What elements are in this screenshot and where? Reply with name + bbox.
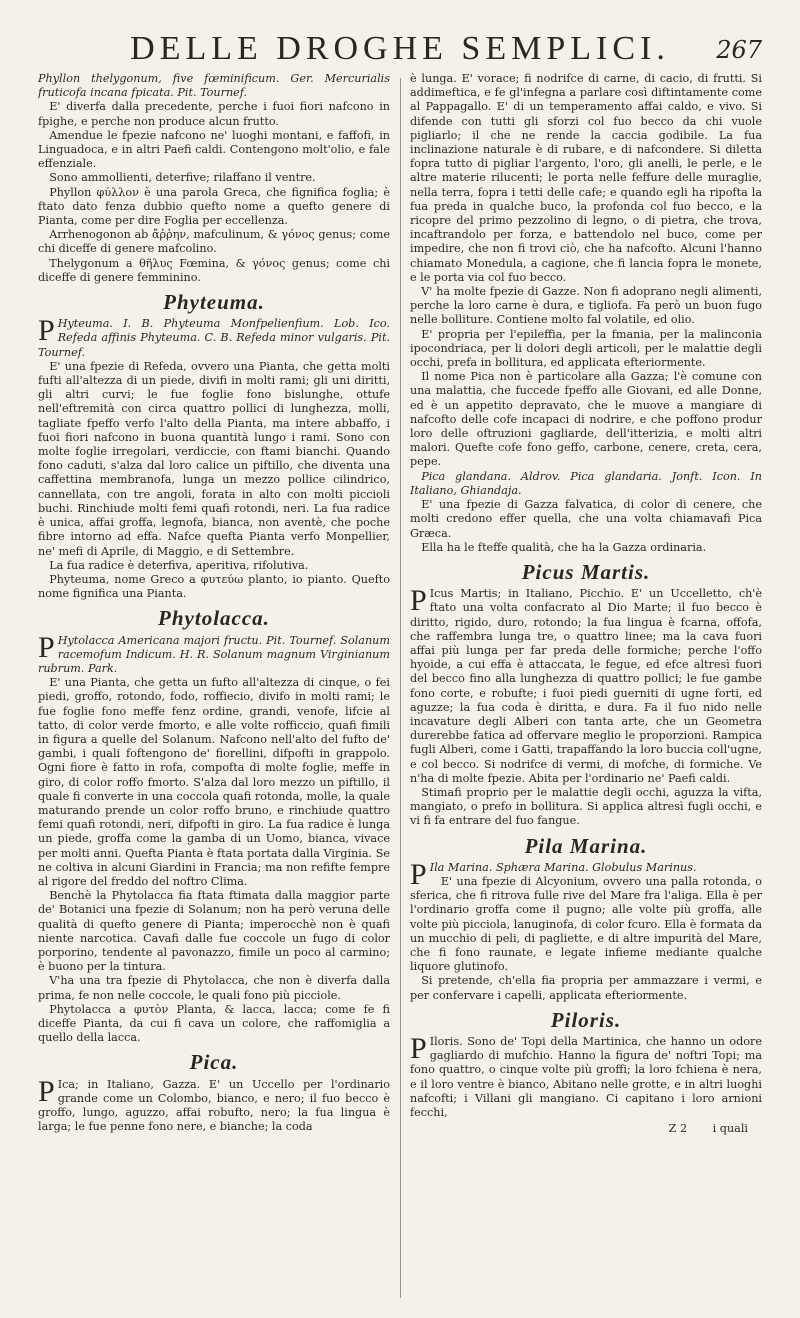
paragraph: E' una fpezie di Gazza falvatica, di color di cenere, che molti credono effer quella, che una volta chiamavafi Pica Græca.: [410, 498, 762, 540]
paragraph: Thelygonum a θῆλυς Fœmina, & γόνος genus; come chi diceffe di genere femminino.: [38, 256, 390, 284]
piloris-paragraph: P Iloris. Sono de' Topi della Martinica, che hanno un odore gagliardo di mufchio. Hanno la figura de' noftri Topi; ma fono quattro, o cinque volte più groffi; la loro fchiena è nera, e il loro ventre è bianco, Abitano nelle grotte, e in altri luoghi nafcofti; i Villani gli mangiano. Ci capitano i loro arnioni fecchi,: [410, 1032, 762, 1120]
paragraph: Phytolacca a φυτὸν Planta, & lacca, lacca; come fe fi diceffe Pianta, da cui fi cava un colore, che raffomiglia a quello della lacca.: [38, 1002, 390, 1045]
drop-cap: P: [38, 314, 55, 348]
paragraph: Amendue le fpezie nafcono ne' luoghi montani, e faffofi, in Linguadoca, e in altri Paefi caldi. Contengono molt'olio, e fale effenziale.: [38, 128, 390, 171]
entry-heading-pila-marina: Pila Marina.: [524, 833, 648, 858]
paragraph: V'ha una tra fpezie di Phytolacca, che non è diverfa dalla prima, fe non nelle coccole, le quali fono più picciole.: [38, 974, 390, 1002]
paragraph: E' una fpezie di Alcyonium, ovvero una palla rotonda, o sferica, che fi ritrova fulle rive del Mare fra l'aliga. Ella è per l'ordinario groffa come il pugno; alle volte più groffa, alle volte più picciola, lanuginofa, di color fcuro. Ella è formata da un mucchio di peli, di pagliette, e di altre impurità del Mare, che fi fono raunate, e legate infieme mediante qualche liquore glutinofo.: [410, 874, 762, 974]
paragraph: Si pretende, ch'ella fia propria per ammazzare i vermi, e per confervare i capelli, applicata efteriormente.: [410, 974, 762, 1002]
picus-paragraph: P Icus Martis; in Italiano, Picchio. E' un Uccelletto, ch'è ftato una volta confacrato al Dio Marte; il fuo becco è diritto, rigido, duro, rotondo; la fua lingua è fcarna, offofa, che raffembra lunga tre, o quattro linee; ma la cava fuori affai più lunga per far preda delle formiche; perche l'offo hyoide, a cui effa è attaccata, le fegue, ed efce altresì fuori del becco fino alla lunghezza di quattro pollici; le fue gambe fono corte, e robufte; i fuoi piedi guerniti di ugne forti, ed aguzze; la fua coda è diritta, e dura. Fa il fuo nido nelle incavature degli Alberi con tanta arte, che un Geometra durerebbe fatica ad offervare meglio le proporzioni. Rampica fugli Alberi, come i Gatti, trapaffando la loro buccia coll'ugne, e col becco. Si nodrifce di vermi, di mofche, di formiche. Ve n'ha di molte fpezie. Abita per l'ordinario ne' Paefi caldi.: [410, 584, 762, 785]
paragraph: V' ha molte fpezie di Gazze. Non fi adoprano negli alimenti, perche la loro carne è dura, e tigliofa. Fa però un buon fugo nelle bolliture. Contiene molto fal volatile, ed olio.: [410, 285, 762, 327]
phyteuma-synonyms: P Hyteuma. I. B. Phyteuma Monfpelienfium. Lob. Ico. Refeda affinis Phyteuma. C. B. Refeda minor vulgaris. Pit. Tournef.: [38, 314, 390, 359]
paragraph: E' una Pianta, che getta un fufto all'altezza di cinque, o fei piedi, groffo, rotondo, fodo, roffiecio, divifo in molti rami; le fue foglie fono meffe fenz ordine, grandi, venofe, lifcie al tatto, di color verde fmorto, e alle volte rofficcio, quafi fimili in figura a quelle del Solanum. Nafcono nell'alto del fufto de' gambi, i quali foftengono de' fiorellini, difpofti in grappolo. Ogni fiore è fatto in rofa, compofta di molte foglie, meffe in giro, di color roffo fmorto. S'alza dal loro mezzo un piftillo, il quale fi converte in una coccola quafi rotonda, molle, la quale maturando prende un color roffo bruno, e rinchiude quattro femi quafi rotondi, neri, difpofti in giro. La fua radice è lunga un piede, groffa come la gamba di un Uomo, bianca, vivace per molti anni. Quefta Pianta è ftata portata dalla Virginia. Se ne coltiva in alcuni Giardini in Francia; ma non refifte fempre al rigore del freddo del noftro Clima.: [38, 676, 390, 888]
entry-heading-picus-martis: Picus Martis.: [521, 559, 651, 584]
paragraph: Sono ammollienti, deterfive; rilaffano il ventre.: [49, 171, 316, 185]
paragraph: Arrhenogonon ab ἄῤῥην, mafculinum, & γόνος genus; come chi diceffe di genere mafcolino.: [38, 228, 390, 256]
drop-cap: P: [38, 1074, 55, 1108]
pica-paragraph: P Ica; in Italiano, Gazza. E' un Uccello per l'ordinario grande come un Colombo, bianco, e nero; il fuo becco è groffo, lungo, aguzzo, affai robufto, nero; la fua lingua è larga; le fue penne fono nere, e bianche; la coda: [38, 1074, 390, 1134]
running-title: DELLE DROGHE SEMPLICI.: [130, 30, 670, 67]
left-column: [38, 72, 390, 1308]
entry-heading-pica: Pica.: [189, 1050, 239, 1075]
paragraph: Stimafi proprio per le malattie degli occhi, aguzza la vifta, mangiato, o prefo in bollitura. Si applica altresì fugli occhi, e vi fi fa entrare del fuo fangue.: [410, 785, 762, 828]
paragraph: E' una fpezie di Refeda, ovvero una Pianta, che getta molti fufti all'altezza di un piede, divifi in molti rami; gli uni diritti, gli altri curvi; le fue foglie fono bislunghe, ottufe nell'eftremità con circa quattro pollici di lunghezza, molli, tagliate fpeffo verfo l'alto della Pianta, ma intere abbaffo, i fuoi fiori nafcono in buona quantità lungo i rami. Sono con molte foglie irregolari, verdiccie, con ftami bianchi. Quando fono caduti, s'alza dal loro calice un piftillo, che diventa una caffettina membranofa, lunga un mezzo pollice cilindrico, cannellata, con tre angoli, forata in alto con molti piccioli buchi. Rinchiude molti femi quafi rotondi, neri. La fua radice è unica, affai groffa, legnofa, bianca, non aventè, che poche fibre intorno ad effa. Nafce quefta Pianta verfo Monpellier, ne' mefi di Aprile, di Maggio, e di Settembre.: [38, 359, 390, 558]
paragraph: Phyteuma, nome Greco a φυτεύω planto, io pianto. Quefto nome fignifica una Pianta.: [38, 572, 390, 601]
paragraph: La fua radice è deterfiva, aperitiva, rifolutiva.: [49, 558, 309, 572]
page-number: 267: [716, 36, 762, 64]
entry-heading-piloris: Piloris.: [550, 1007, 622, 1032]
drop-cap: P: [410, 857, 427, 891]
phyllon-synonyms: Phyllon thelygonum, five fœminificum. Ger. Mercurialis fruticofa incana fpicata. Pit. Tournef.: [38, 72, 390, 100]
right-column: [410, 72, 762, 1308]
paragraph: Il nome Pica non è particolare alla Gazza; l'è comune con una malattia, che fuccede fpeffo alle Giovani, ed alle Donne, ed è un appetito depravato, che le muove a mangiare di nafcofto delle cofe incapaci di nodrire, e che poffono produr loro delle oftruzioni gagliarde, dell'itterizia, e molti altri malori. Quefte cofe fono geffo, carbone, cenere, creta, cera, pepe.: [410, 370, 762, 469]
drop-cap: P: [410, 1032, 427, 1065]
paragraph: Benchè la Phytolacca fia ftata ftimata dalla maggior parte de' Botanici una fpezie di Solanum; non ha però veruna delle qualità di quefto genere di Pianta; imperocchè non è quafi niente narcotica. Cavafi dalle fue coccole un fugo di color porporino, tendente al pavonazzo, fimile un poco al carmino; è buono per la tintura.: [38, 889, 390, 974]
drop-cap: P: [410, 584, 427, 618]
paragraph: Pica glandana. Aldrov. Pica glandaria. Jonft. Icon. In Italiano, Ghiandaja.: [410, 469, 762, 497]
paragraph: è lunga. E' vorace; fi nodrifce di carne, di cacio, di frutti. Si addimeftica, e fe gl'infegna a parlare così diftintamente come al Pappagallo. E' di un temperamento affai caldo, e vivo. Si difende con tutti gli sforzi col fuo becco da chi vuole pigliarlo; il che ne rende la caccia godibile. La fua inclinazione naturale è di rubare, e di nafcondere. Si diletta fopra tutto di pigliar l'argento, l'oro, gli anelli, le perle, e le altre materie rilucenti; le porta nelle feffure delle muraglie, nella terra, fopra i tetti delle cafe; e quando egli ha ripofta la fua preda in qualche buco, la profonda col fuo becco, e la ricopre del primo pezzolino di legno, o di pietra, che trova, incaftrandolo per forza, e battendolo nel buco, come per impedire, che non fi trovi ciò, che ha nafcofto. Alcuni l'hanno chiamato Monedula, a cagione, che fi lancia fopra le monete, e le porta via col fuo becco.: [410, 72, 762, 284]
paragraph: E' diverfa dalla precedente, perche i fuoi fiori nafcono in fpighe, e perche non produce alcun frutto.: [38, 100, 390, 128]
signature-mark: Z 2: [668, 1122, 688, 1136]
page-footer: [410, 1122, 762, 1136]
entry-heading-phytolacca: Phytolacca.: [158, 606, 270, 631]
paragraph: E' propria per l'epileffia, per la fmania, per la malinconia ipocondriaca, per li dolori degli articoli, per le malattie degli occhi, prefa in bollitura, ed applicata efteriormente.: [410, 327, 762, 370]
running-header: [38, 18, 762, 68]
catchword: i quali: [712, 1122, 748, 1136]
entry-heading-phyteuma: Phyteuma.: [163, 290, 265, 315]
phytolacca-synonyms: P Hytolacca Americana majori fructu. Pit. Tournef. Solanum racemofum Indicum. H. R. Solanum magnum Virginianum rubrum. Park.: [38, 630, 390, 675]
paragraph: Ella ha le fteffe qualità, che ha la Gazza ordinaria.: [421, 540, 707, 554]
paragraph: Phyllon φύλλον è una parola Greca, che fignifica foglia; è ftato dato fenza dubbio quefto nome a quefto genere di Pianta, come per dire Foglia per eccellenza.: [38, 185, 390, 228]
drop-cap: P: [38, 630, 55, 664]
column-divider: [400, 78, 401, 1298]
pila-synonyms: P Ila Marina. Sphæra Marina. Globulus Marinus.: [410, 857, 697, 891]
